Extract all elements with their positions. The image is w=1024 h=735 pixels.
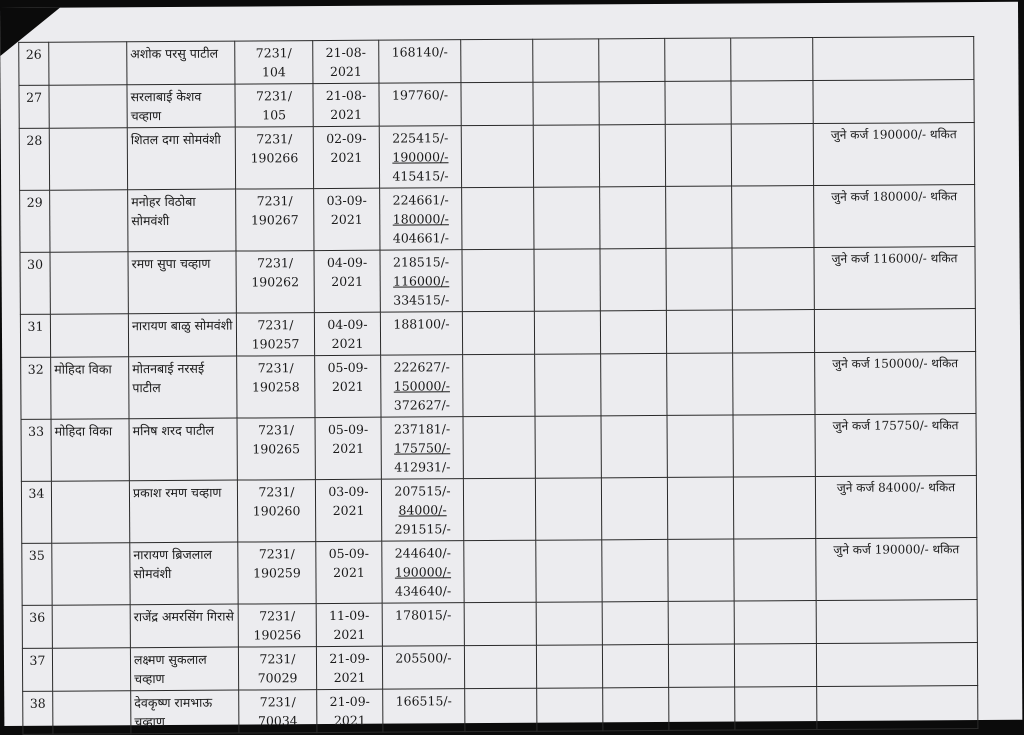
remark-cell bbox=[816, 643, 977, 687]
serial-number-cell: 38 bbox=[23, 691, 53, 734]
date-cell-line: 2021 bbox=[332, 502, 365, 518]
account-number-cell-line: 190260 bbox=[252, 503, 301, 519]
empty-cell bbox=[535, 416, 601, 478]
table-row bbox=[21, 352, 976, 420]
table-row bbox=[22, 538, 977, 606]
empty-cell bbox=[732, 186, 814, 248]
amount-cell-line: 412931/- bbox=[394, 459, 451, 475]
table-row bbox=[21, 414, 976, 482]
empty-cell bbox=[665, 38, 731, 81]
account-number-cell-line: 7231/ bbox=[256, 131, 293, 147]
amount-cell bbox=[382, 541, 464, 603]
member-name-cell: नारायण बाळु सोमवंशी bbox=[128, 313, 236, 357]
village-cell bbox=[50, 252, 128, 314]
member-name-cell: लक्ष्मण सुकलाल चव्हाण bbox=[130, 647, 238, 691]
empty-cell bbox=[602, 644, 668, 687]
amount-cell-line: 150000/- bbox=[393, 378, 450, 394]
date-cell bbox=[313, 83, 379, 126]
date-cell-line: 2021 bbox=[331, 378, 364, 394]
empty-cell bbox=[733, 353, 815, 415]
amount-cell-line: 334515/- bbox=[393, 292, 450, 308]
empty-cell bbox=[535, 478, 601, 540]
empty-cell bbox=[534, 187, 600, 249]
remark-cell bbox=[814, 309, 975, 353]
amount-cell-line: 218515/- bbox=[392, 254, 450, 270]
empty-cell bbox=[734, 539, 816, 601]
empty-cell bbox=[461, 82, 533, 125]
empty-cell bbox=[734, 601, 816, 645]
amount-cell bbox=[380, 312, 462, 356]
date-cell-line: 05-09- bbox=[327, 359, 368, 376]
empty-cell bbox=[602, 539, 668, 601]
empty-cell bbox=[665, 124, 731, 186]
village-cell bbox=[49, 85, 127, 128]
empty-cell bbox=[731, 124, 813, 186]
village-cell: मोहिदा विका bbox=[51, 419, 129, 481]
account-number-cell bbox=[236, 251, 314, 313]
member-name-cell: नारायण ब्रिजलाल सोमवंशी bbox=[130, 542, 238, 605]
remark-cell: जुने कर्ज 116000/- थकित bbox=[814, 247, 975, 310]
empty-cell bbox=[731, 38, 813, 82]
village-cell bbox=[49, 128, 127, 190]
account-number-cell bbox=[237, 418, 315, 480]
amount-cell-line: 180000/- bbox=[392, 211, 449, 227]
amount-cell-line: 175750/- bbox=[394, 440, 451, 456]
serial-number-cell: 36 bbox=[22, 605, 52, 648]
date-cell-line: 03-09- bbox=[326, 192, 367, 209]
date-cell-line: 03-09- bbox=[328, 483, 369, 500]
empty-cell bbox=[464, 602, 536, 645]
account-number-cell-line: 70029 bbox=[257, 670, 298, 686]
empty-cell bbox=[537, 688, 603, 731]
amount-cell-line: 415415/- bbox=[392, 168, 449, 184]
empty-cell bbox=[599, 124, 665, 186]
date-cell-line: 2021 bbox=[333, 669, 366, 685]
account-number-cell-line: 7231/ bbox=[255, 88, 293, 104]
account-number-cell bbox=[235, 41, 313, 84]
account-number-cell-line: 70034 bbox=[257, 713, 298, 729]
date-cell-line: 11-09- bbox=[329, 607, 370, 624]
amount-cell bbox=[383, 689, 465, 733]
empty-cell bbox=[599, 38, 665, 81]
empty-cell bbox=[667, 415, 733, 477]
empty-cell bbox=[735, 687, 817, 731]
empty-cell bbox=[733, 415, 815, 477]
empty-cell bbox=[464, 540, 536, 602]
empty-cell bbox=[732, 248, 814, 310]
amount-cell-line: 197760/- bbox=[391, 87, 449, 103]
empty-cell bbox=[535, 354, 601, 416]
empty-cell bbox=[601, 353, 667, 415]
empty-cell bbox=[665, 81, 731, 124]
empty-cell bbox=[464, 645, 536, 688]
table-row bbox=[21, 476, 976, 544]
date-cell bbox=[316, 603, 382, 646]
date-cell-line: 21-08- bbox=[325, 87, 367, 104]
account-number-cell bbox=[237, 480, 315, 542]
empty-cell bbox=[533, 82, 599, 125]
account-number-cell bbox=[235, 84, 313, 127]
empty-cell bbox=[601, 477, 667, 539]
amount-cell-line: 225415/- bbox=[392, 130, 449, 146]
account-number-cell-line: 190256 bbox=[253, 627, 302, 643]
member-name-cell: मोतनबाई नरसई पाटील bbox=[129, 356, 237, 419]
date-cell-line: 2021 bbox=[329, 63, 362, 79]
account-number-cell-line: 7231/ bbox=[255, 45, 292, 61]
serial-number-cell: 33 bbox=[21, 419, 51, 481]
account-number-cell-line: 7231/ bbox=[257, 255, 294, 271]
amount-cell-line: 244640/- bbox=[394, 545, 451, 561]
account-number-cell-line: 7231/ bbox=[258, 422, 295, 438]
empty-cell bbox=[463, 354, 535, 416]
empty-cell bbox=[734, 644, 816, 688]
account-number-cell-line: 7231/ bbox=[258, 484, 295, 500]
empty-cell bbox=[733, 477, 815, 539]
account-number-cell bbox=[238, 604, 316, 647]
account-number-cell bbox=[238, 647, 316, 690]
amount-cell bbox=[381, 479, 463, 541]
table-row bbox=[22, 643, 977, 692]
account-number-cell bbox=[239, 690, 317, 733]
village-cell bbox=[50, 314, 128, 357]
empty-cell bbox=[462, 187, 534, 249]
date-cell bbox=[317, 689, 383, 732]
empty-cell bbox=[534, 249, 600, 311]
amount-cell-line: 207515/- bbox=[394, 483, 451, 499]
date-cell bbox=[315, 355, 381, 417]
date-cell-line: 2021 bbox=[332, 440, 365, 456]
member-name-cell: देवकृष्ण रामभाऊ चव्हाण bbox=[131, 690, 239, 734]
serial-number-cell: 26 bbox=[19, 42, 49, 85]
serial-number-cell: 37 bbox=[22, 648, 52, 691]
account-number-cell-line: 190262 bbox=[251, 274, 300, 290]
village-cell bbox=[52, 543, 130, 605]
account-number-cell bbox=[238, 542, 316, 604]
date-cell-line: 21-09- bbox=[329, 650, 370, 667]
amount-cell-line: 178015/- bbox=[395, 607, 452, 623]
amount-cell bbox=[382, 603, 464, 647]
serial-number-cell: 32 bbox=[21, 357, 51, 419]
account-number-cell-line: 190257 bbox=[251, 336, 300, 352]
member-name-cell: राजेंद्र अमरसिंग गिरासे bbox=[130, 604, 238, 648]
remark-cell bbox=[813, 37, 974, 81]
empty-cell bbox=[732, 310, 814, 354]
scanned-page bbox=[0, 2, 1022, 730]
account-number-cell-line: 190267 bbox=[250, 212, 299, 228]
empty-cell bbox=[667, 477, 733, 539]
remark-cell bbox=[813, 80, 974, 124]
empty-cell bbox=[463, 478, 535, 540]
amount-cell-line: 116000/- bbox=[393, 273, 450, 289]
date-cell-line: 2021 bbox=[333, 564, 365, 580]
date-cell-line: 2021 bbox=[331, 335, 364, 351]
account-number-cell-line: 104 bbox=[261, 64, 286, 80]
account-number-cell-line: 7231/ bbox=[256, 193, 293, 209]
table-row bbox=[19, 37, 974, 86]
amount-cell-line: 291515/- bbox=[394, 521, 451, 537]
remark-cell: जुने कर्ज 180000/- थकित bbox=[814, 185, 975, 248]
amount-cell bbox=[379, 40, 461, 84]
date-cell-line: 21-09- bbox=[329, 693, 370, 709]
empty-cell bbox=[533, 39, 599, 82]
remark-cell bbox=[817, 686, 978, 730]
amount-cell-line: 222627/- bbox=[393, 359, 450, 375]
village-cell bbox=[50, 190, 128, 252]
empty-cell bbox=[599, 81, 665, 124]
empty-cell bbox=[666, 186, 732, 248]
amount-cell bbox=[379, 126, 461, 188]
amount-cell bbox=[381, 417, 463, 479]
amount-cell-line: 188100/- bbox=[393, 316, 450, 332]
account-number-cell-line: 190258 bbox=[251, 379, 300, 395]
remark-cell: जुने कर्ज 84000/- थकित bbox=[815, 476, 976, 539]
register-rows bbox=[19, 37, 978, 735]
amount-cell-line: 190000/- bbox=[394, 564, 452, 580]
table-row bbox=[20, 247, 975, 315]
date-cell-line: 21-08- bbox=[325, 44, 366, 61]
amount-cell-line: 190000/- bbox=[392, 149, 449, 165]
date-cell-line: 2021 bbox=[330, 211, 363, 227]
member-name-cell: शितल दगा सोमवंशी bbox=[127, 127, 235, 190]
remark-cell: जुने कर्ज 150000/- थकित bbox=[815, 352, 976, 415]
serial-number-cell: 34 bbox=[21, 481, 51, 543]
date-cell bbox=[316, 541, 382, 603]
amount-cell-line: 372627/- bbox=[393, 397, 451, 413]
village-cell bbox=[52, 648, 130, 691]
empty-cell bbox=[668, 539, 734, 601]
empty-cell bbox=[669, 687, 735, 730]
member-name-cell: सरलाबाई केशव चव्हाण bbox=[127, 84, 235, 128]
member-name-cell: मनोहर विठोबा सोमवंशी bbox=[128, 189, 236, 252]
village-cell: मोहिदा विका bbox=[51, 357, 129, 419]
account-number-cell-line: 190259 bbox=[253, 565, 301, 581]
amount-cell-line: 166515/- bbox=[395, 693, 452, 709]
village-cell bbox=[49, 42, 127, 85]
date-cell bbox=[313, 126, 379, 188]
date-cell-line: 2021 bbox=[330, 149, 363, 165]
empty-cell bbox=[667, 353, 733, 415]
account-number-cell bbox=[235, 127, 313, 189]
amount-cell bbox=[380, 250, 462, 312]
empty-cell bbox=[533, 125, 599, 187]
empty-cell bbox=[462, 249, 534, 311]
empty-cell bbox=[601, 415, 667, 477]
date-cell bbox=[315, 417, 381, 479]
date-cell-line: 2021 bbox=[331, 273, 364, 289]
village-cell bbox=[51, 481, 129, 543]
account-number-cell bbox=[237, 356, 315, 418]
serial-number-cell: 35 bbox=[22, 543, 52, 605]
account-number-cell-line: 7231/ bbox=[259, 694, 296, 710]
account-number-cell-line: 7231/ bbox=[259, 651, 296, 667]
date-cell bbox=[314, 312, 380, 355]
empty-cell bbox=[603, 687, 669, 730]
empty-cell bbox=[600, 310, 666, 353]
member-name-cell: अशोक परसु पाटील bbox=[127, 41, 235, 85]
empty-cell bbox=[536, 602, 602, 645]
amount-cell bbox=[381, 355, 463, 417]
table-row bbox=[23, 686, 978, 735]
account-number-cell bbox=[236, 189, 314, 251]
serial-number-cell: 27 bbox=[19, 85, 49, 128]
village-cell bbox=[53, 691, 131, 734]
empty-cell bbox=[666, 310, 732, 353]
empty-cell bbox=[534, 311, 600, 354]
account-number-cell-line: 190265 bbox=[252, 441, 301, 457]
serial-number-cell: 30 bbox=[20, 252, 50, 314]
empty-cell bbox=[461, 125, 533, 187]
date-cell bbox=[313, 40, 379, 83]
date-cell bbox=[314, 250, 380, 312]
empty-cell bbox=[731, 81, 813, 125]
empty-cell bbox=[600, 248, 666, 310]
table-row bbox=[19, 80, 974, 129]
date-cell bbox=[315, 479, 381, 541]
village-cell bbox=[52, 605, 130, 648]
amount-cell-line: 84000/- bbox=[398, 502, 447, 518]
date-cell-line: 02-09- bbox=[326, 130, 367, 147]
date-cell-line: 2021 bbox=[330, 106, 363, 122]
account-number-cell-line: 105 bbox=[262, 107, 287, 123]
empty-cell bbox=[668, 601, 734, 644]
amount-cell bbox=[382, 646, 464, 690]
member-name-cell: प्रकाश रमण चव्हाण bbox=[129, 480, 237, 543]
account-number-cell-line: 190266 bbox=[250, 150, 299, 166]
date-cell-line: 05-09- bbox=[328, 545, 370, 562]
empty-cell bbox=[666, 248, 732, 310]
remark-cell: जुने कर्ज 175750/- थकित bbox=[815, 414, 976, 477]
amount-cell-line: 404661/- bbox=[392, 230, 450, 246]
amount-cell bbox=[380, 188, 462, 250]
account-number-cell-line: 7231/ bbox=[258, 546, 295, 562]
account-number-cell-line: 7231/ bbox=[259, 608, 296, 624]
date-cell bbox=[316, 646, 382, 689]
empty-cell bbox=[602, 601, 668, 644]
serial-number-cell: 31 bbox=[20, 314, 50, 357]
amount-cell-line: 224661/- bbox=[392, 192, 449, 208]
date-cell bbox=[314, 188, 380, 250]
date-cell-line: 2021 bbox=[333, 626, 366, 642]
empty-cell bbox=[462, 311, 534, 354]
empty-cell bbox=[461, 39, 533, 82]
table-row bbox=[20, 185, 975, 253]
table-row bbox=[22, 600, 977, 649]
account-number-cell bbox=[236, 313, 314, 356]
table-row bbox=[20, 309, 975, 358]
date-cell-line: 04-09- bbox=[327, 316, 368, 333]
empty-cell bbox=[668, 644, 734, 687]
loan-register-table bbox=[18, 36, 978, 735]
date-cell-line: 2021 bbox=[333, 712, 366, 728]
serial-number-cell: 29 bbox=[20, 190, 50, 252]
empty-cell bbox=[465, 688, 537, 731]
serial-number-cell: 28 bbox=[19, 128, 49, 190]
empty-cell bbox=[463, 416, 535, 478]
account-number-cell-line: 7231/ bbox=[257, 360, 294, 376]
amount-cell-line: 434640/- bbox=[394, 583, 452, 599]
empty-cell bbox=[536, 540, 602, 602]
date-cell-line: 04-09- bbox=[326, 254, 368, 271]
amount-cell-line: 237181/- bbox=[393, 421, 451, 437]
empty-cell bbox=[600, 186, 666, 248]
member-name-cell: रमण सुपा चव्हाण bbox=[128, 251, 236, 314]
remark-cell: जुने कर्ज 190000/- थकित bbox=[816, 538, 977, 601]
remark-cell: जुने कर्ज 190000/- थकित bbox=[813, 123, 974, 186]
amount-cell-line: 168140/- bbox=[391, 44, 448, 60]
remark-cell bbox=[816, 600, 977, 644]
account-number-cell-line: 7231/ bbox=[257, 317, 294, 333]
empty-cell bbox=[536, 645, 602, 688]
date-cell-line: 05-09- bbox=[327, 421, 369, 438]
amount-cell bbox=[379, 83, 461, 127]
amount-cell-line: 205500/- bbox=[395, 650, 452, 666]
table-row bbox=[19, 123, 974, 191]
member-name-cell: मनिष शरद पाटील bbox=[129, 418, 237, 481]
